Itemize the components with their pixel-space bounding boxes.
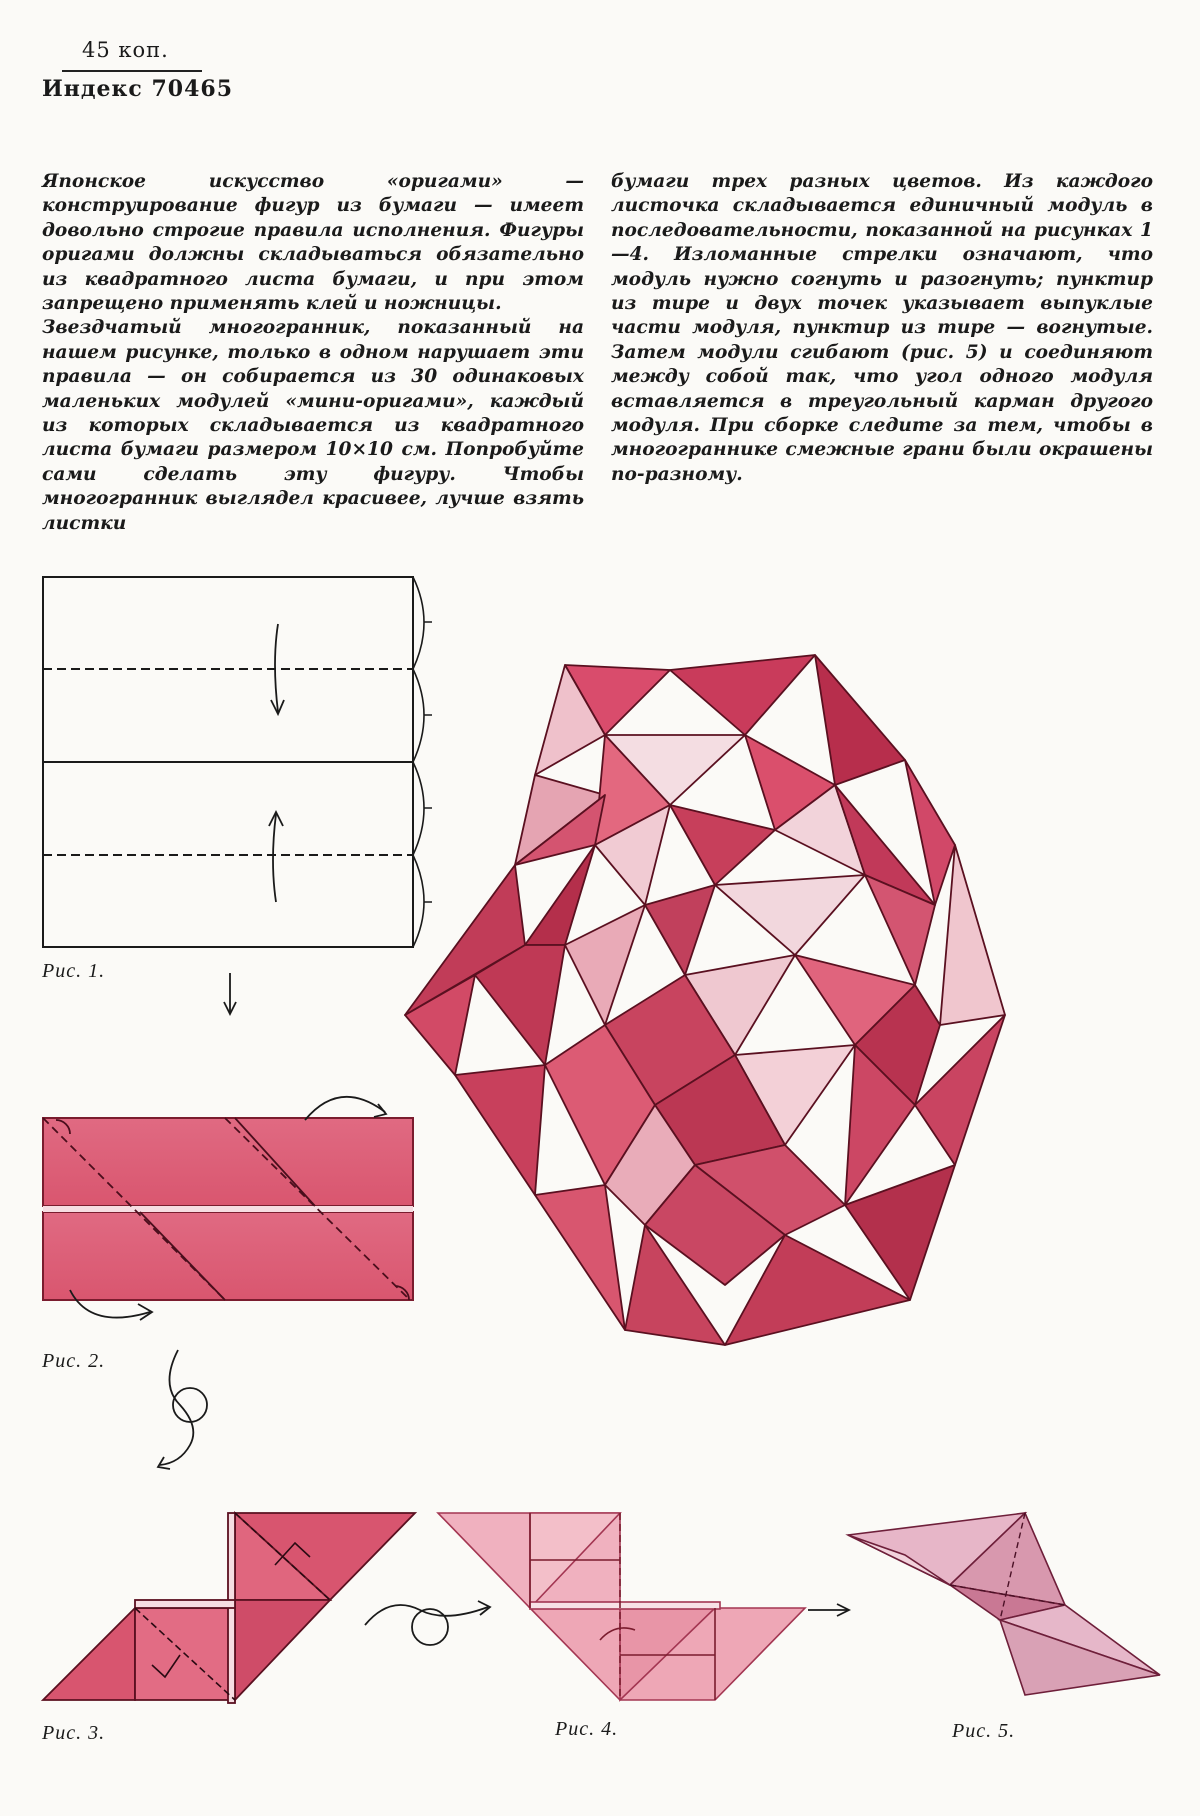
paragraph-polyhedron: Звездчатый многогранник, показанный на нашем рисунке, только в одном нарушает эти правила — он собирается из 30 одинаковых маленьких модулей «мини-оригами», каждый из которых складывается из квадратного листа бумаги размером 10×10 см. Попробуйте сами сделать эту фигуру. Чтобы многогранник выглядел красивее, лучше взять листки: [42, 317, 584, 534]
caption-fig2: Рис. 2.: [42, 1350, 106, 1372]
polyhedron-photo: [395, 645, 1145, 1375]
header-divider: [62, 70, 202, 72]
caption-fig1: Рис. 1.: [42, 960, 106, 982]
figure-2-diagram: [40, 1090, 420, 1340]
caption-fig5: Рис. 5.: [952, 1720, 1016, 1742]
curl-arrow-icon: [150, 1345, 220, 1475]
paragraph-instructions: бумаги трех разных цветов. Из каждого листочка складывается единичный модуль в последовательности, показанной на рисунках 1—4. Изломанные стрелки означают, что модуль нужно согнуть и разогнуть; пунктир из тире и двух точек указывает выпуклые части модуля, пунктир из тире — вогнутые. Затем модули сгибают (рис. 5) и соединяют между собой так, что угол одного модуля вставляется в треугольный карман другого модуля. При сборке следите за тем, чтобы в многограннике смежные грани были окрашены по-разному.: [611, 171, 1153, 485]
figure-1-diagram: [40, 572, 440, 952]
figure-4-diagram: [435, 1505, 815, 1715]
price-label: 45 коп.: [82, 38, 169, 62]
text-column-right: [611, 170, 1153, 487]
index-label: Индекс 70465: [42, 76, 234, 102]
figure-5-diagram: [845, 1505, 1165, 1705]
caption-fig4: Рис. 4.: [555, 1718, 619, 1740]
caption-fig3: Рис. 3.: [42, 1722, 106, 1744]
down-arrow-icon: [215, 970, 245, 1020]
text-column-left: [42, 170, 584, 536]
paragraph-intro: Японское искусство «оригами» — конструирование фигур из бумаги — имеет довольно строгие правила исполнения. Фигуры оригами должны складываться обязательно из квадратного листа бумаги, и при этом запрещено применять клей и ножницы.: [42, 171, 584, 315]
